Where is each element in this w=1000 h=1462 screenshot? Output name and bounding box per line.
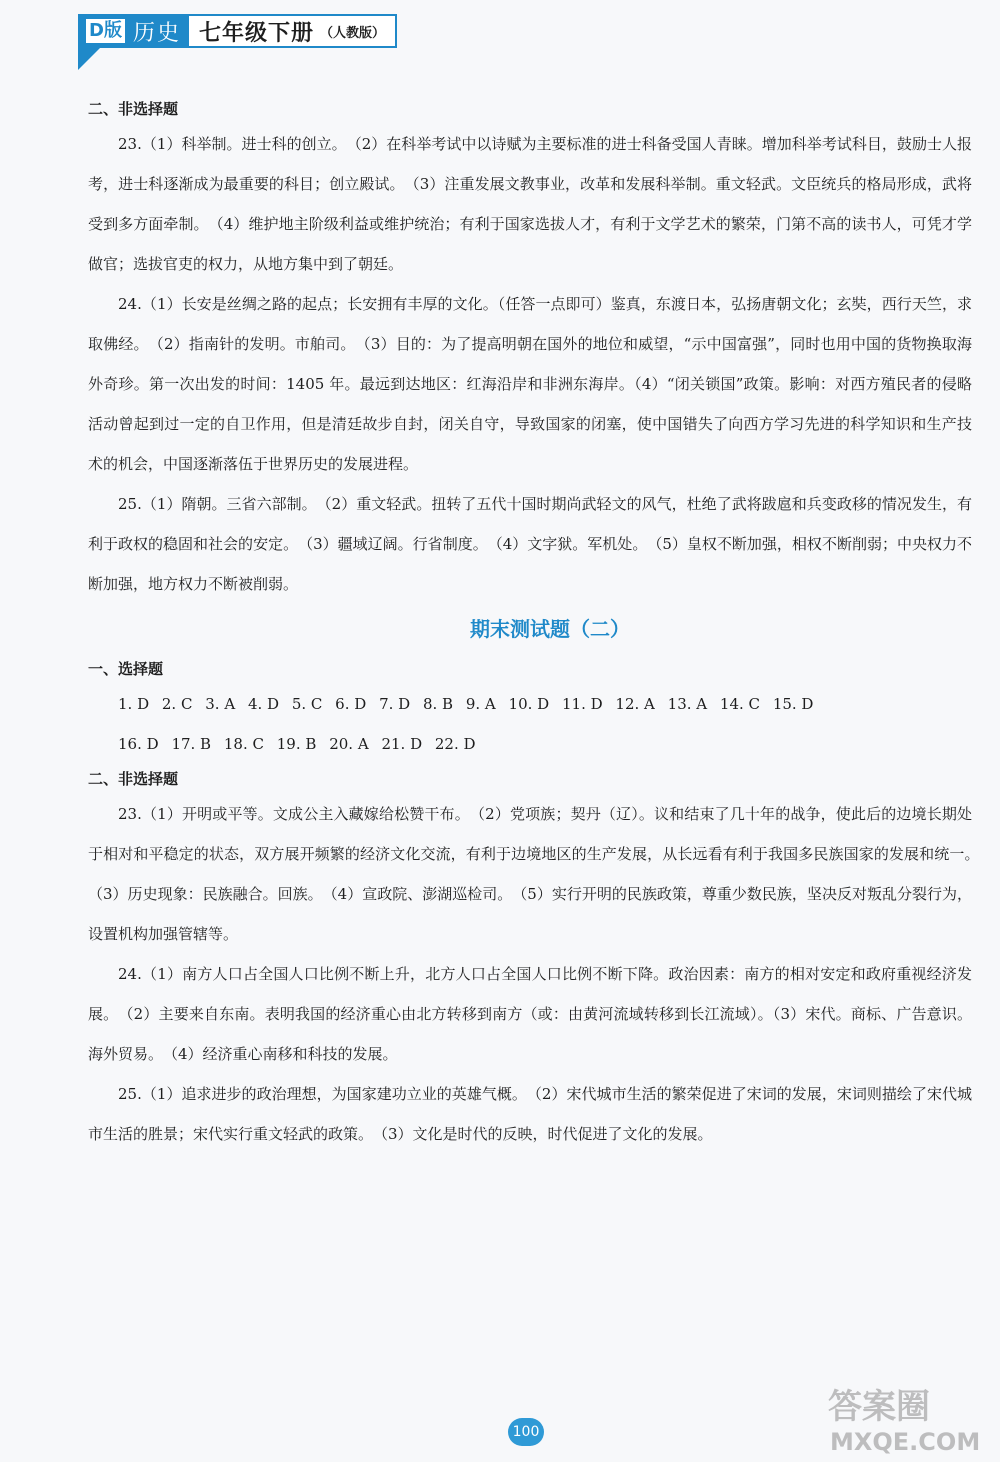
mc-answer: 22. D	[434, 735, 476, 753]
mc-answer: 6. D	[335, 695, 367, 713]
mc-answer: 5. C	[291, 695, 323, 713]
mc-answer: 11. D	[561, 695, 603, 713]
mc-answer: 13. A	[667, 695, 708, 713]
mc-answer: 8. B	[422, 695, 454, 713]
subject-label: 历史	[132, 20, 181, 46]
mc-answer: 2. C	[161, 695, 193, 713]
watermark-url: MXQE.COM	[830, 1428, 981, 1456]
mc-answer: 1. D	[118, 695, 150, 713]
mc-answer: 18. C	[223, 735, 264, 753]
section-title-nonmc-1: 二、非选择题	[88, 100, 179, 118]
mc-answer: 3. A	[205, 695, 236, 713]
book-title-box	[189, 14, 397, 48]
mc-answer: 4. D	[247, 695, 280, 713]
mc-answer: 16. D	[118, 735, 159, 753]
section-title-nonmc-2: 二、非选择题	[88, 770, 179, 788]
edition-label: （人教版）	[319, 25, 385, 41]
mc-answer: 12. A	[615, 695, 655, 713]
answer-paragraph: 24.（1）长安是丝绸之路的起点；长安拥有丰厚的文化。（任答一点即可）鉴真，东渡日本，弘扬唐朝文化；玄奘，西行天竺，求取佛经。 （2）指南针的发明。市舶司。 （3）目的：为了提高明朝在国外的地位和威望，“示中国富强”，同时也用中国的货物换取海外奇珍。第一次出发的时间：1405 年。最远到达地区：红海沿岸和非洲东海岸。（4）“闭关锁国”政策。影响：对西方殖民者的侵略活动曾起到过一定的自卫作用，但是清廷故步自封，闭关自守，导致国家的闭塞，使中国错失了向西方学习先进的科学知识和生产技术的机会，中国逐渐落伍于世界历史的发展进程。	[88, 295, 972, 473]
mc-answer: 20. A	[329, 735, 369, 753]
section-title-mc: 一、选择题	[88, 660, 164, 678]
watermark-logo	[822, 1378, 992, 1456]
mc-answer: 21. D	[381, 735, 423, 753]
book-header	[78, 14, 397, 48]
answer-paragraph: 25.（1）隋朝。三省六部制。 （2）重文轻武。扭转了五代十国时期尚武轻文的风气，杜绝了武将跋扈和兵变政移的情况发生，有利于政权的稳固和社会的安定。 （3）疆域辽阔。行省制度。 （4）文字狱。军机处。 （5）皇权不断加强，相权不断削弱；中央权力不断加强，地方权力不断被削弱。	[88, 495, 972, 593]
mc-answer: 7. D	[379, 695, 411, 713]
answer-paragraph: 23.（1）开明或平等。文成公主入藏嫁给松赞干布。 （2）党项族；契丹（辽）。议和结束了几十年的战争，使此后的边境长期处于相对和平稳定的状态，双方展开频繁的经济文化交流，有利于边境地区的生产发展，从长远看有利于我国多民族国家的发展和统一。 （3）历史现象：民族融合。回族。 （4）宣政院、澎湖巡检司。 （5）实行开明的民族政策，尊重少数民族，坚决反对叛乱分裂行为，设置机构加强管辖等。	[88, 805, 988, 943]
subject-badge	[78, 14, 189, 48]
mc-answers-row-2	[88, 724, 972, 764]
test-title: 期末测试题（二）	[470, 617, 630, 641]
header-tab-decoration	[78, 48, 100, 70]
mc-answer: 17. B	[171, 735, 212, 753]
mc-answer: 19. B	[276, 735, 317, 753]
answer-paragraph: 24.（1）南方人口占全国人口比例不断上升，北方人口占全国人口比例不断下降。政治因素：南方的相对安定和政府重视经济发展。 （2）主要来自东南。表明我国的经济重心由北方转移到南方（或：由黄河流域转移到长江流域）。（3）宋代。商标、广告意识。海外贸易。 （4）经济重心南移和科技的发展。	[88, 965, 972, 1063]
mc-answer: 9. A	[465, 695, 496, 713]
answer-paragraph: 23.（1）科举制。进士科的创立。 （2）在科举考试中以诗赋为主要标准的进士科备受国人青睐。增加科举考试科目，鼓励士人报考，进士科逐渐成为最重要的科目；创立殿试。 （3）注重发展文教事业，改革和发展科举制。重文轻武。文臣统兵的格局形成，武将受到多方面牵制。 （4）维护地主阶级利益或维护统治；有利于国家选拔人才，有利于文学艺术的繁荣，门第不高的读书人，可凭才学做官；选拔官吏的权力，从地方集中到了朝廷。	[88, 135, 972, 273]
mc-answer: 14. C	[719, 695, 761, 713]
mc-answer: 15. D	[772, 695, 814, 713]
answer-content	[88, 94, 988, 1154]
version-mark: D版	[86, 19, 125, 43]
mc-answer: 10. D	[508, 695, 550, 713]
book-title: 七年级下册	[198, 19, 314, 46]
page-number: 100	[508, 1418, 544, 1446]
answer-paragraph: 25.（1）追求进步的政治理想，为国家建功立业的英雄气概。 （2）宋代城市生活的繁荣促进了宋词的发展，宋词则描绘了宋代城市生活的胜景；宋代实行重文轻武的政策。 （3）文化是时代的反映，时代促进了文化的发展。	[88, 1085, 972, 1143]
watermark-text: 答案圈	[828, 1387, 930, 1427]
mc-answers-row-1	[88, 684, 972, 724]
